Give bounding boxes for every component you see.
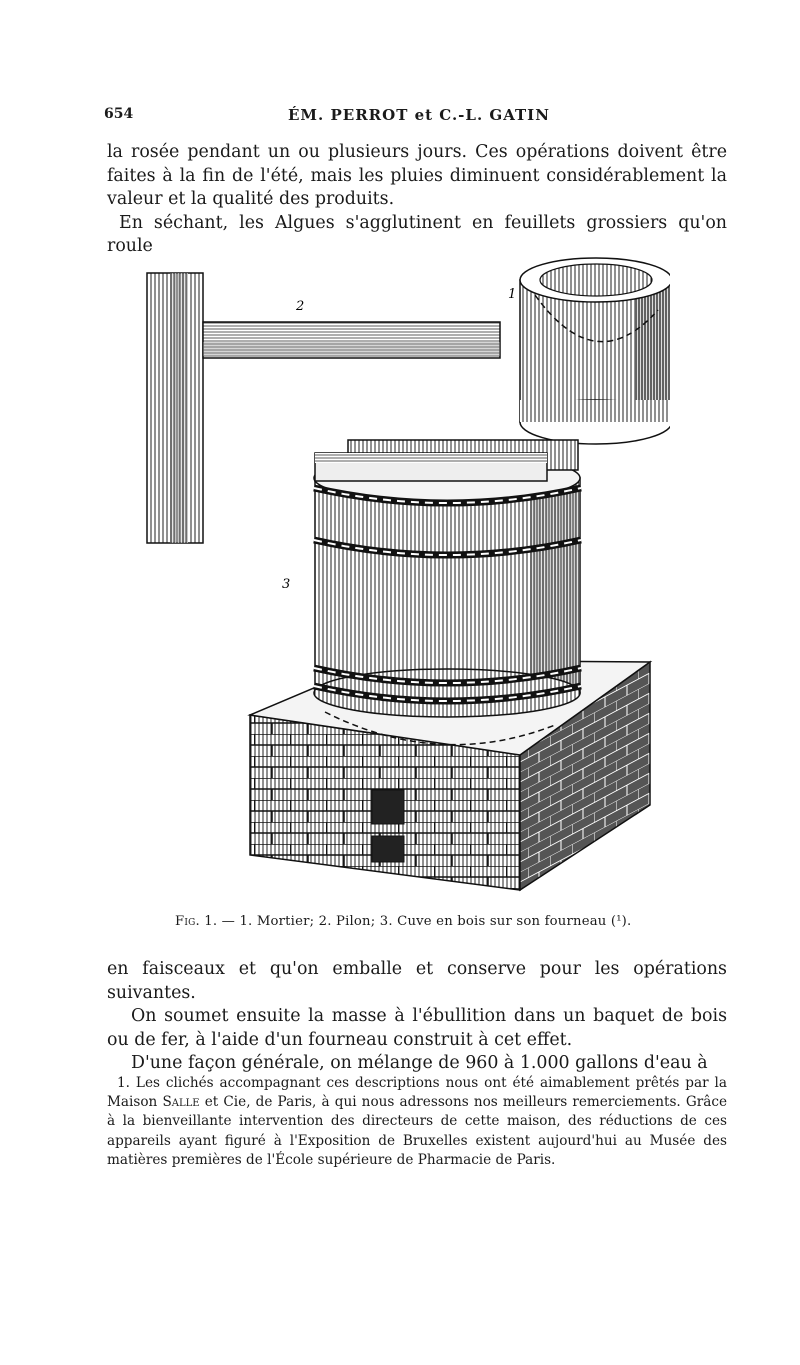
footnote-mark: 1. bbox=[117, 1075, 130, 1091]
paragraph-faisceaux: en faisceaux et qu'on emballe et conserve pour les opérations suivantes. bbox=[107, 959, 727, 1003]
footnote-salle: Salle bbox=[162, 1094, 200, 1111]
figure-illustration bbox=[110, 250, 670, 910]
vat-drawing bbox=[314, 440, 581, 717]
figure-caption bbox=[175, 914, 631, 929]
figure-label-1: 1 bbox=[508, 287, 517, 302]
page-number: 654 bbox=[104, 106, 134, 122]
mortar-drawing bbox=[520, 258, 670, 444]
running-head: ÉM. PERROT et C.-L. GATIN bbox=[288, 106, 550, 124]
paragraph-continued: la rosée pendant un ou plusieurs jours. Ces opérations doivent être faites à la fin de l'été, mais les pluies diminuent considérablement la valeur et la qualité des produits. bbox=[107, 142, 727, 209]
figure-caption-text: — 1. Mortier; 2. Pilon; 3. Cuve en bois sur son fourneau (¹). bbox=[221, 914, 632, 929]
paragraph-gallons: D'une façon générale, on mélange de 960 à 1.000 gallons d'eau à bbox=[131, 1053, 708, 1073]
body-paragraph-bottom bbox=[107, 958, 727, 1076]
footnote-text-b: , de Paris, à qui nous adressons nos meilleurs remerciements. Grâce à la bienveillante intervention des directeurs de cette maison, des réductions de ces appareils ayant figuré à l'Exposition de Bruxelles existent aujourd'hui au Musée des matières premières de l'École supérieure de Pharmacie de Paris. bbox=[107, 1094, 728, 1168]
figure-label-3: 3 bbox=[282, 577, 291, 592]
footnote-text-a: Les clichés accompagnant ces descriptions nous ont été aimablement prêtés par la Maison bbox=[107, 1075, 727, 1111]
footnote-et: et bbox=[204, 1094, 219, 1111]
body-paragraph-top bbox=[107, 141, 727, 259]
figure-caption-label: Fig. 1. bbox=[175, 914, 218, 929]
footnote bbox=[107, 1074, 727, 1170]
figure-label-2: 2 bbox=[296, 299, 305, 314]
paragraph-algues: En séchant, les Algues s'agglutinent en feuillets grossiers qu'on roule bbox=[107, 212, 727, 256]
figure bbox=[110, 250, 670, 910]
paragraph-ebullition: On soumet ensuite la masse à l'ébullition dans un baquet de bois ou de fer, à l'aide d'un fourneau construit à cet effet. bbox=[107, 1006, 727, 1050]
footnote-cie: Cie bbox=[223, 1094, 247, 1111]
